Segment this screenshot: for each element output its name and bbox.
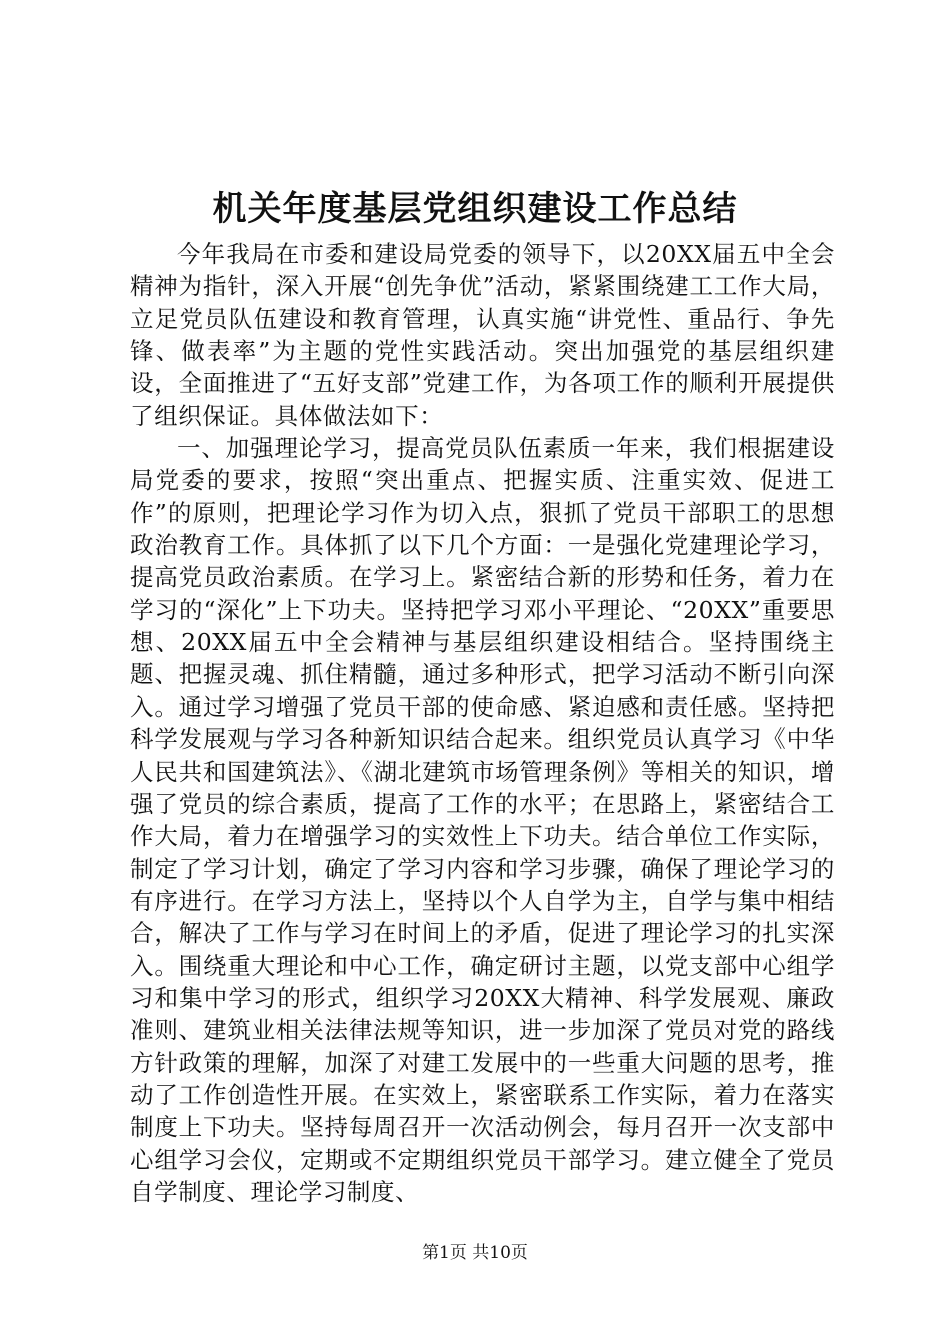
document-title: 机关年度基层党组织建设工作总结 [212, 189, 738, 229]
paragraph-section-one: 一、加强理论学习，提高党员队伍素质一年来，我们根据建设局党委的要求，按照“突出重点、把握实质、注重实效、促进工作”的原则，把理论学习作为切入点，狠抓了党员干部职工的思想政治教育工作。具体抓了以下几个方面：一是强化党建理论学习，提高党员政治素质。在学习上。紧密结合新的形势和任务，着力在学习的“深化”上下功夫。坚持把学习邓小平理论、“20XX”重要思想、20XX届五中全会精神与基层组织建设相结合。坚持围绕主题、把握灵魂、抓住精髓，通过多种形式，把学习活动不断引向深入。通过学习增强了党员干部的使命感、紧迫感和责任感。坚持把科学发展观与学习各种新知识结合起来。组织党员认真学习《中华人民共和国建筑法》、《湖北建筑市场管理条例》等相关的知识，增强了党员的综合素质，提高了工作的水平；在思路上，紧密结合工作大局，着力在增强学习的实效性上下功夫。结合单位工作实际，制定了学习计划，确定了学习内容和学习步骤，确保了理论学习的有序进行。在学习方法上，坚持以个人自学为主，自学与集中相结合，解决了工作与学习在时间上的矛盾，促进了理论学习的扎实深入。围绕重大理论和中心工作，确定研讨主题，以党支部中心组学习和集中学习的形式，组织学习20XX大精神、科学发展观、廉政准则、建筑业相关法律法规等知识，进一步加深了党员对党的路线方针政策的理解，加深了对建工发展中的一些重大问题的思考，推动了工作创造性开展。在实效上，紧密联系工作实际，着力在落实制度上下功夫。坚持每周召开一次活动例会，每月召开一次支部中心组学习会仪，定期或不定期组织党员干部学习。建立健全了党员自学制度、理论学习制度、 [130, 434, 835, 1206]
document-body [130, 238, 835, 1208]
page-number-footer: 第1页 共10页 [422, 1243, 528, 1263]
paragraph-intro: 今年我局在市委和建设局党委的领导下，以20XX届五中全会精神为指针，深入开展“创先争优”活动，紧紧围绕建工工作大局，立足党员队伍建设和教育管理，认真实施“讲党性、重品行、争先锋、做表率”为主题的党性实践活动。突出加强党的基层组织建设，全面推进了“五好支部”党建工作，为各项工作的顺利开展提供了组织保证。具体做法如下： [130, 240, 835, 430]
